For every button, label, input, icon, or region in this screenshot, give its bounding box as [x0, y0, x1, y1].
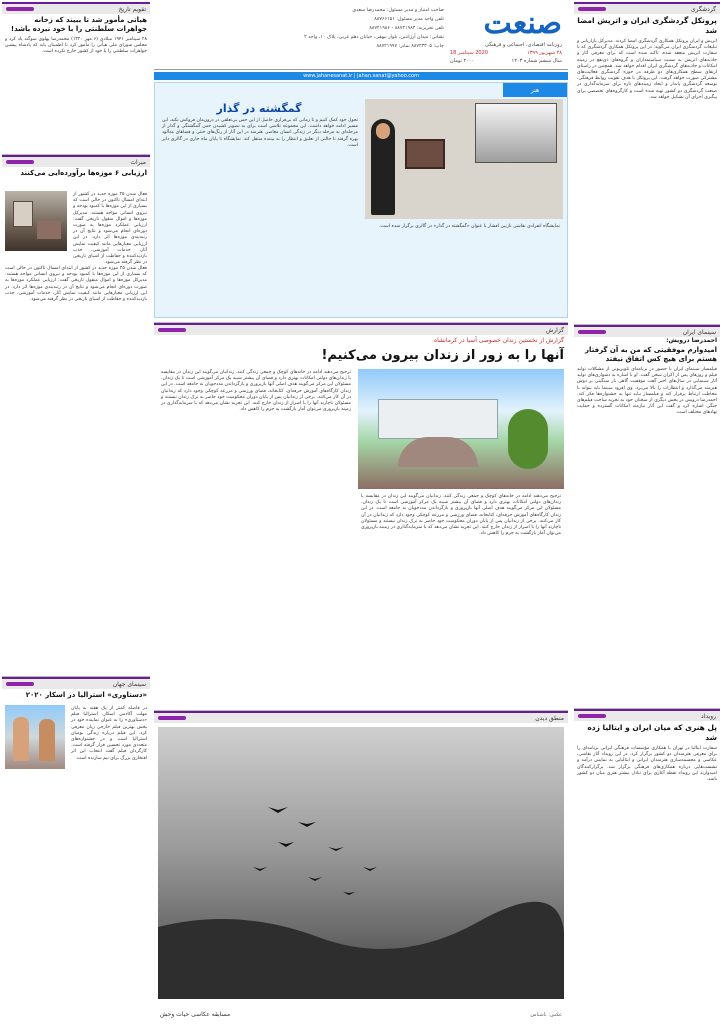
left-col-museums [2, 154, 150, 674]
article-body-cont: ترجیح می‌دهند ادامه در خانه‌های کوچک و جمعی زندگی کنند. زندانیان می‌گویند این زندان در مقایسه با زندان‌های دولتی امکانات بهتری دارد و فضای آن بیشتر شبیه یک مرکز آموزشی است تا یک زندان. مسئولان این مرکز می‌گویند هدف اصلی آنها بازپروری و بازگرداندن مددجویان به جامعه است. در این زندان کارگاه‌های آموزش حرفه‌ای، کتابخانه، فضای ورزشی و مزرعه کوچکی وجود دارد که زندانیان در آن کار می‌کنند. برخی از زندانیان پس از پایان دوران محکومیت خود حاضر به ترک زندان نیستند و مسئولان ناچارند آنها را با اصرار از زندان خارج کنند. این تجربه نشان می‌دهد که با سرمایه‌گذاری در زمینه بازپروری می‌توان آمار بازگشت به جرم را کاهش داد. [361, 494, 561, 537]
meta-line: نشانی: میدان آرژانتین، بلوار بیهقی، خیابان دهم غربی، پلاک ۱۰، واحد ۲ [304, 35, 444, 40]
meta-line: تلفن واحد مدیر مسئول: ۸۸۷۶۶۱۵۱ [374, 17, 444, 22]
kicker: گزارش از نخستین زندان خصوصی آسیا در کرمانشاه [433, 337, 564, 344]
birds-photo [158, 727, 564, 999]
article-body: فعال شدن ۲۵ موزه جدید در کشور از ابتدای امسال تاکنون در حالی است که بسیاری از این موزه‌ها با کمبود بودجه و نیروی انسانی مواجه هستند. مدیرکل موزه‌ها و اموال منقول تاریخی گفت: ارزیابی عملکرد موزه‌ها به صورت دوره‌ای انجام می‌شود و نتایج آن در رتبه‌بندی موزه‌ها اثر دارد. در این ارزیابی معیارهایی مانند کیفیت نمایش آثار، خدمات آموزشی، جذب بازدیدکننده و حفاظت از اشیای تاریخی در نظر گرفته می‌شود. [73, 192, 147, 266]
headline: «دستاوری» استرالیا در اسکار ۲۰۲۰ [25, 691, 147, 699]
birds-silhouette [158, 727, 564, 999]
headline: پل هنری که میان ایران و ایتالیا زده شد [587, 723, 717, 742]
art-feature [154, 82, 568, 318]
issue-info: سال ششم شماره ۱۲۰۳ [511, 58, 562, 64]
article-body: تحول خود کمک کنیم و تا زمانی که بی‌قراری حاصل از این حس بی‌تعلقی در درون‌مان فروکش نکند، این مسیر ادامه خواهد داشت. این مجموعه تلاشی است برای به تصویر کشیدن حس گمگشتگی و گذار از مرحله‌ای به مرحله دیگر در زندگی انسان معاصر. هنرمند در این آثار از رنگ‌های خنثی و فضاهای مه‌آلود بهره گرفته تا حالتی از تعلیق و انتظار را به بیننده منتقل کند. نمایشگاه تا پایان ماه جاری در گالری دایر است. [162, 118, 358, 148]
section-tag: رویداد [574, 709, 720, 721]
issue-date-en: 2020 سپتامبر 18 [450, 50, 488, 56]
headline: هیاتی مأمور شد تا ببیند که زخانه جواهرات سلطنتی را با خود نبرده باشد! [10, 16, 147, 33]
photo-credit: عکس: ناشناس [530, 1012, 562, 1018]
masthead [154, 0, 568, 70]
right-col-event [574, 708, 720, 1022]
article-body: ۲۸ سپتامبر ۱۹۴۱ میلادی (۶ مهر ۱۳۲۰) محمدرضا پهلوی سوگند یاد کرد و مجلس شورای ملی هیأتی را مأمور کرد تا اطمینان یابد که پادشاه پیشین جواهرات سلطنتی را با خود از کشور خارج نکرده است. [5, 37, 147, 55]
web-address[interactable]: www.jahanesanat.ir | jahan.sanat@yahoo.com [303, 73, 419, 79]
prison-photo [358, 369, 564, 489]
section-tag: سینمای جهان [2, 677, 150, 689]
meta-line: صاحب امتیاز و مدیر مسئول: محمدرضا سعدی [352, 8, 444, 13]
article-body: ترجیح می‌دهند ادامه در خانه‌های کوچک و جمعی زندگی کنند. زندانیان می‌گویند این زندان در مقایسه با زندان‌های دولتی امکانات بهتری دارد و فضای آن بیشتر شبیه یک مرکز آموزشی است تا یک زندان. مسئولان این مرکز می‌گویند هدف اصلی آنها بازپروری و بازگرداندن مددجویان به جامعه است. در این زندان کارگاه‌های آموزش حرفه‌ای، کتابخانه، فضای ورزشی و مزرعه کوچکی وجود دارد که زندانیان در آن کار می‌کنند. برخی از زندانیان پس از پایان دوران محکومیت خود حاضر به ترک زندان نیستند و مسئولان ناچارند آنها را با اصرار از زندان خارج کنند. این تجربه نشان می‌دهد که با سرمایه‌گذاری در زمینه بازپروری می‌توان آمار بازگشت به جرم را کاهش داد. [161, 370, 351, 413]
headline: آنها را به زور از زندان بیرون می‌کنیم! [321, 348, 564, 363]
headline: امیدوارم موفقیتی که من به آن گرفتار هستم برای هیچ کس اتفاق نیفتد [584, 346, 717, 363]
logo-word: صنعت [483, 6, 562, 41]
museum-photo [5, 191, 67, 251]
headline: ارزیابی ۶ موزه‌ها برآورده‌ایی می‌کنند [20, 169, 147, 177]
artist-photo [365, 99, 563, 219]
article-body: سفارت ایتالیا در تهران با همکاری مؤسسات فرهنگی ایرانی برنامه‌ای را برای معرفی هنرمندان دو کشور برگزار کرد. در این رویداد آثار نقاشی، عکاسی و مجسمه‌سازی هنرمندان ایرانی و ایتالیایی به نمایش درآمد و نشست‌هایی درباره همکاری‌های فرهنگی برگزار شد. برگزارکنندگان امیدوارند این رویداد نقطه آغازی برای تبادل بیشتر هنری میان دو کشور باشد. [577, 746, 717, 783]
web-bar [154, 72, 568, 80]
actors-photo [5, 705, 65, 769]
right-col-cinema [574, 324, 720, 704]
logo [448, 6, 566, 68]
logo-subtitle: روزنامه اقتصادی، اجتماعی و فرهنگی [485, 42, 562, 48]
headline: گمگشته در گذار [216, 102, 302, 115]
right-col-tourism [574, 2, 720, 322]
section-tag: سینمای ایران [574, 325, 720, 337]
left-col-history [2, 2, 150, 152]
section-tag: گردشگری [574, 2, 720, 14]
section-tag: میراث [2, 155, 150, 167]
issue-date: ۲۸ شهریور ۱۳۹۹ [527, 50, 562, 56]
article-body: در فاصله کمتر از یک هفته به پایان مهلت آکادمی اسکار، استرالیا فیلم «دستاوری» را به عنوان نماینده خود در بخش بهترین فیلم خارجی زبان معرفی کرد. این فیلم درباره زندگی بومیان استرالیا است و در جشنواره‌های متعددی مورد تحسین قرار گرفته است. کارگردان فیلم گفت انتخاب این اثر افتخاری بزرگ برای تیم سازنده است. [71, 706, 147, 761]
prison-report [154, 322, 568, 706]
section-tag: تقویم تاریخ [2, 2, 150, 14]
price: ۲۰۰۰ تومان [450, 58, 475, 64]
article-body: فیلمساز سینمای ایران با حضور در برنامه‌ای تلویزیونی از مشکلات تولید فیلم و روزهای پس از اکران سخن گفت. او با اشاره به دشواری‌های تولید آثار سینمایی در سال‌های اخیر گفت موفقیت گاهی بار سنگینی بر دوش هنرمند می‌گذارد و انتظارات را بالا می‌برد. وی افزود سینما باید بتواند با مخاطب ارتباط برقرار کند و فیلمساز نباید تنها به جشنواره‌ها فکر کند. احمدرضا درویش در بخش دیگری از سخنان خود به تجربه ساخت فیلم‌های جنگی اشاره کرد و گفت این آثار نیازمند امکانات گسترده و حمایت نهادهای مختلف است. [577, 367, 717, 416]
section-tag: گزارش [154, 323, 568, 335]
article-body-cont: فعال شدن ۲۵ موزه جدید در کشور از ابتدای امسال تاکنون در حالی است که بسیاری از این موزه‌ها با کمبود بودجه و نیروی انسانی مواجه هستند. مدیرکل موزه‌ها و اموال منقول تاریخی گفت: ارزیابی عملکرد موزه‌ها به صورت دوره‌ای انجام می‌شود و نتایج آن در رتبه‌بندی موزه‌ها اثر دارد. در این ارزیابی معیارهایی مانند کیفیت نمایش آثار، خدمات آموزشی، جذب بازدیدکننده و حفاظت از اشیای تاریخی در نظر گرفته می‌شود. [5, 266, 147, 303]
meta-line: چاپ: ۸۸۷۲۳۳۰۵ نمابر: ۸۸۷۲۱۹۹۷ [376, 44, 444, 49]
headline: پروتکل گردشگری ایران و اتریش امضا شد [577, 16, 717, 35]
meta-line: تلفن تحریریه: ۸۸۷۲۱۹۸۴ - ۸۸۷۲۱۹۸۶ [369, 26, 444, 31]
section-tag: هنر [503, 83, 567, 97]
wildlife-feature [154, 710, 568, 1022]
left-col-world-cinema [2, 676, 150, 1022]
author: احمدرضا درویش: [666, 337, 717, 344]
photo-caption: مسابقه عکاسی حیات وحش [160, 1011, 231, 1018]
photo-caption: نمایشگاه انفرادی نقاشی نازنین افشار با عنوان «گمگشته در گذار» در گالری برگزار شده است. [378, 224, 560, 229]
article-body: اتریش و ایران پروتکل همکاری گردشگری امضا کردند. مدیرکل بازاریابی و تبلیغات گردشگری ایران می‌گوید: در این پروتکل همکاری گردشگری که با سفارت اتریش منعقد شده، تاکید شده است که برای معرفی آثار و جاذبه‌های اتریش به نسبت سیاستمداران و گروه‌های ذی‌نفع در زمینه امکانات و جاذبه‌های گردشگری ایران اقدام خواهد شد. همچنین در راستای ارتقای سطح همکاری‌های دو طرفه در حوزه گردشگری فعالیت‌های مشترکی صورت خواهد گرفت. این پروتکل با هدف تقویت روابط فرهنگی، توسعه گردشگری پایدار و ایجاد زمینه‌های تازه برای سرمایه‌گذاری در صنعت گردشگری دو کشور تهیه شده است و کارگروه‌های تخصصی برای پیگیری اجرای آن تشکیل خواهد شد. [576, 39, 717, 100]
section-tag: منطق دیدن [154, 711, 568, 723]
